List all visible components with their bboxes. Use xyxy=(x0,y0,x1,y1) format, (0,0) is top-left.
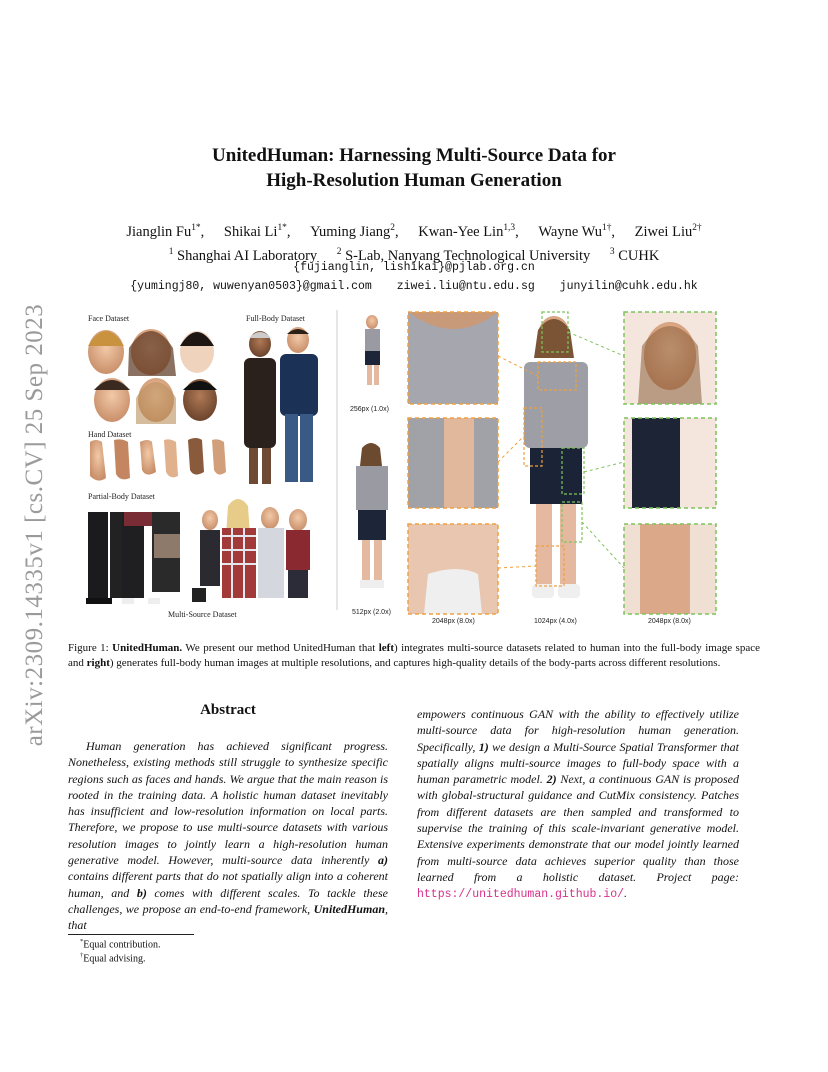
figure-caption: Figure 1: UnitedHuman. We present our method UnitedHuman that left) integrates multi-source datasets related to human into the full-body image space and right) generates full-body human images at multiple resolutions, and captures high-quality details of the body-parts across different resolutions. xyxy=(68,642,760,669)
affiliation: $^3$ CUHK xyxy=(609,246,660,264)
author: Ziwei Liu$^{2\dagger}$ xyxy=(634,223,702,240)
footnote-equal-contribution: *Equal contribution. xyxy=(80,938,161,951)
label-multi-source-dataset: Multi-Source Dataset xyxy=(168,610,237,619)
figure-1 xyxy=(84,306,734,626)
label-512px: 512px (2.0x) xyxy=(352,609,391,616)
generated-human-1024px xyxy=(524,312,588,598)
face-dataset-images xyxy=(88,329,217,424)
hand-dataset-images xyxy=(90,438,226,481)
affiliation: $^2$ S-Lab, Nanyang Technological University xyxy=(336,246,591,264)
email: ziwei.liu@ntu.edu.sg xyxy=(396,280,535,293)
affiliation: $^1$ Shanghai AI Laboratory xyxy=(168,246,318,264)
label-2048px-left: 2048px (8.0x) xyxy=(432,618,475,625)
title-line-1: UnitedHuman: Harnessing Multi-Source Data for xyxy=(212,145,616,166)
generated-human-256px xyxy=(365,315,380,385)
abstract-column-2: empowers continuous GAN with the ability to effectively utilize multi-source data for high-resolution human generation. Specifically, 1) we design a Multi-Source Spatial Transformer that spatially aligns multi-source images to full-body space with a human parametric model. 2) Next, a continuous GAN is proposed with global-structural guidance and CutMix consistency. Patches from different datasets are then sampled and transformed to supervise the training of this scale-invariant generative model. Extensive experiments demonstrate that our model jointly learned from multi-source data achieves superior quality than those learned from a holistic dataset. Project page: https://unitedhuman.github.io/. xyxy=(417,707,740,902)
author: Shikai $Li^{1*}$, xyxy=(223,223,291,240)
label-2048px-right: 2048px (8.0x) xyxy=(648,618,691,625)
abstract-column-1: Human generation has achieved significant progress. Nonetheless, existing methods still struggle to synthesize specific regions such as faces and hands. We argue that the main reason is rooted in the training data. A holistic human dataset inevitably has insufficient and low-resolution information on local parts. Therefore, we propose to use multi-source datasets with various resolution images to jointly learn a high-resolution human generative model. However, multi-source data inherently a) contains different parts that do not spatially align into a coherent human, and b) comes with different scales. To tackle these challenges, we propose an end-to-end framework, UnitedHuman, that xyxy=(68,739,389,933)
author: Wayne $Wu^{1\dagger}$, xyxy=(538,223,616,240)
label-1024px: 1024px (4.0x) xyxy=(534,618,577,625)
title-line-2: High-Resolution Human Generation xyxy=(266,170,562,191)
author-block xyxy=(0,218,828,266)
zoom-panels-right xyxy=(624,312,716,614)
label-hand-dataset: Hand Dataset xyxy=(88,430,132,439)
label-face-dataset: Face Dataset xyxy=(88,314,130,323)
label-partial-body-dataset: Partial-Body Dataset xyxy=(88,492,155,501)
figure-illustration xyxy=(84,306,734,626)
label-256px: 256px (1.0x) xyxy=(350,406,389,413)
email: {yumingj80, wuwenyan0503}@gmail.com xyxy=(130,280,372,293)
abstract-heading: Abstract xyxy=(200,702,256,718)
paper-title xyxy=(0,143,828,193)
email-line-1: {fujianglin, lishikai}@pjlab.org.cn xyxy=(293,261,535,274)
zoom-panels-left xyxy=(408,312,498,614)
project-page-link[interactable]: https://unitedhuman.github.io/ xyxy=(417,888,625,902)
author-list xyxy=(0,218,828,242)
arxiv-side-label: arXiv:2309.14335v1 [cs.CV] 25 Sep 2023 xyxy=(21,303,48,747)
email: junyilin@cuhk.edu.hk xyxy=(559,280,698,293)
author: Yuming Jiang$^2$, xyxy=(310,223,399,240)
partial-body-dataset-images xyxy=(86,512,180,604)
label-full-body-dataset: Full-Body Dataset xyxy=(246,314,305,323)
multi-source-dataset-images xyxy=(192,499,310,602)
author: Jianglin $Fu^{1*}$, xyxy=(126,223,205,240)
email-line-2 xyxy=(0,280,828,293)
footnote-rule xyxy=(68,934,194,935)
generated-human-512px xyxy=(356,443,388,588)
footnote-equal-advising: †Equal advising. xyxy=(80,952,146,965)
author: Kwan-Yee Lin$^{1,3}$, xyxy=(418,223,519,240)
full-body-dataset-images xyxy=(244,327,318,484)
